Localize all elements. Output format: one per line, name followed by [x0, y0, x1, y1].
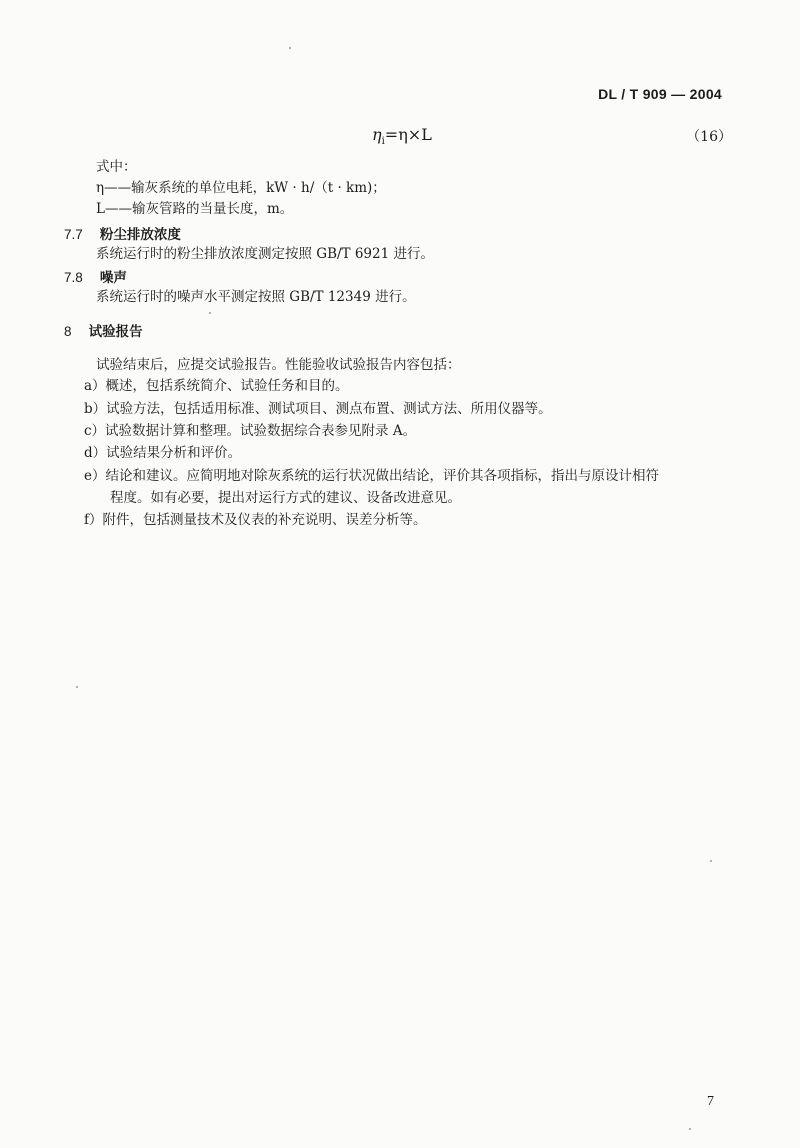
section-7-8-number: 7.8: [64, 270, 83, 285]
section-8-title: 试验报告: [88, 324, 143, 340]
document-id: DL / T 909 — 2004: [598, 86, 722, 102]
where-intro: 式中：: [96, 159, 137, 175]
report-item-b: b）试验方法，包括适用标准、测试项目、测点布置、测试方法、所用仪器等。: [84, 401, 552, 417]
scan-speck: [209, 312, 211, 314]
where-L-definition: L——输灰管路的当量长度，m。: [96, 201, 294, 217]
scan-speck: [710, 860, 712, 862]
report-item-f: f）附件，包括测量技术及仪表的补充说明、误差分析等。: [84, 512, 427, 528]
where-eta-definition: η——输灰系统的单位电耗，kW · h/（t · km)；: [96, 180, 386, 196]
section-7-7-title: 粉尘排放浓度: [99, 227, 181, 243]
report-item-c: c）试验数据计算和整理。试验数据综合表参见附录 A。: [84, 423, 417, 439]
report-item-a: a）概述，包括系统简介、试验任务和目的。: [84, 378, 349, 394]
formula-lhs-subscript: i: [381, 136, 385, 148]
scan-speck: [76, 686, 78, 688]
section-8-intro: 试验结束后，应提交试验报告。性能验收试验报告内容包括：: [96, 357, 461, 373]
section-7-7-text: 系统运行时的粉尘排放浓度测定按照 GB/T 6921 进行。: [96, 246, 434, 262]
formula-rhs: =η×L: [384, 125, 432, 144]
section-7-7-heading: [64, 223, 181, 243]
section-7-8-text: 系统运行时的噪声水平测定按照 GB/T 12349 进行。: [96, 289, 416, 305]
scan-speck: [689, 1128, 691, 1130]
formula-lhs: η: [372, 125, 382, 144]
equation-number: （16）: [686, 129, 732, 145]
report-item-e-continued: 程度。如有必要，提出对运行方式的建议、设备改进意见。: [110, 490, 461, 506]
page-number: 7: [707, 1094, 714, 1109]
formula-16: [372, 125, 432, 147]
section-7-8-heading: [64, 266, 127, 286]
report-item-d: d）试验结果分析和评价。: [84, 445, 242, 461]
section-7-7-number: 7.7: [64, 227, 83, 242]
report-item-e: e）结论和建议。应简明地对除灰系统的运行状况做出结论，评价其各项指标，指出与原设计相符: [84, 468, 659, 484]
section-8-heading: [64, 320, 143, 340]
section-7-8-title: 噪声: [99, 270, 127, 286]
scan-speck: [289, 47, 291, 49]
section-8-number: 8: [64, 324, 72, 339]
